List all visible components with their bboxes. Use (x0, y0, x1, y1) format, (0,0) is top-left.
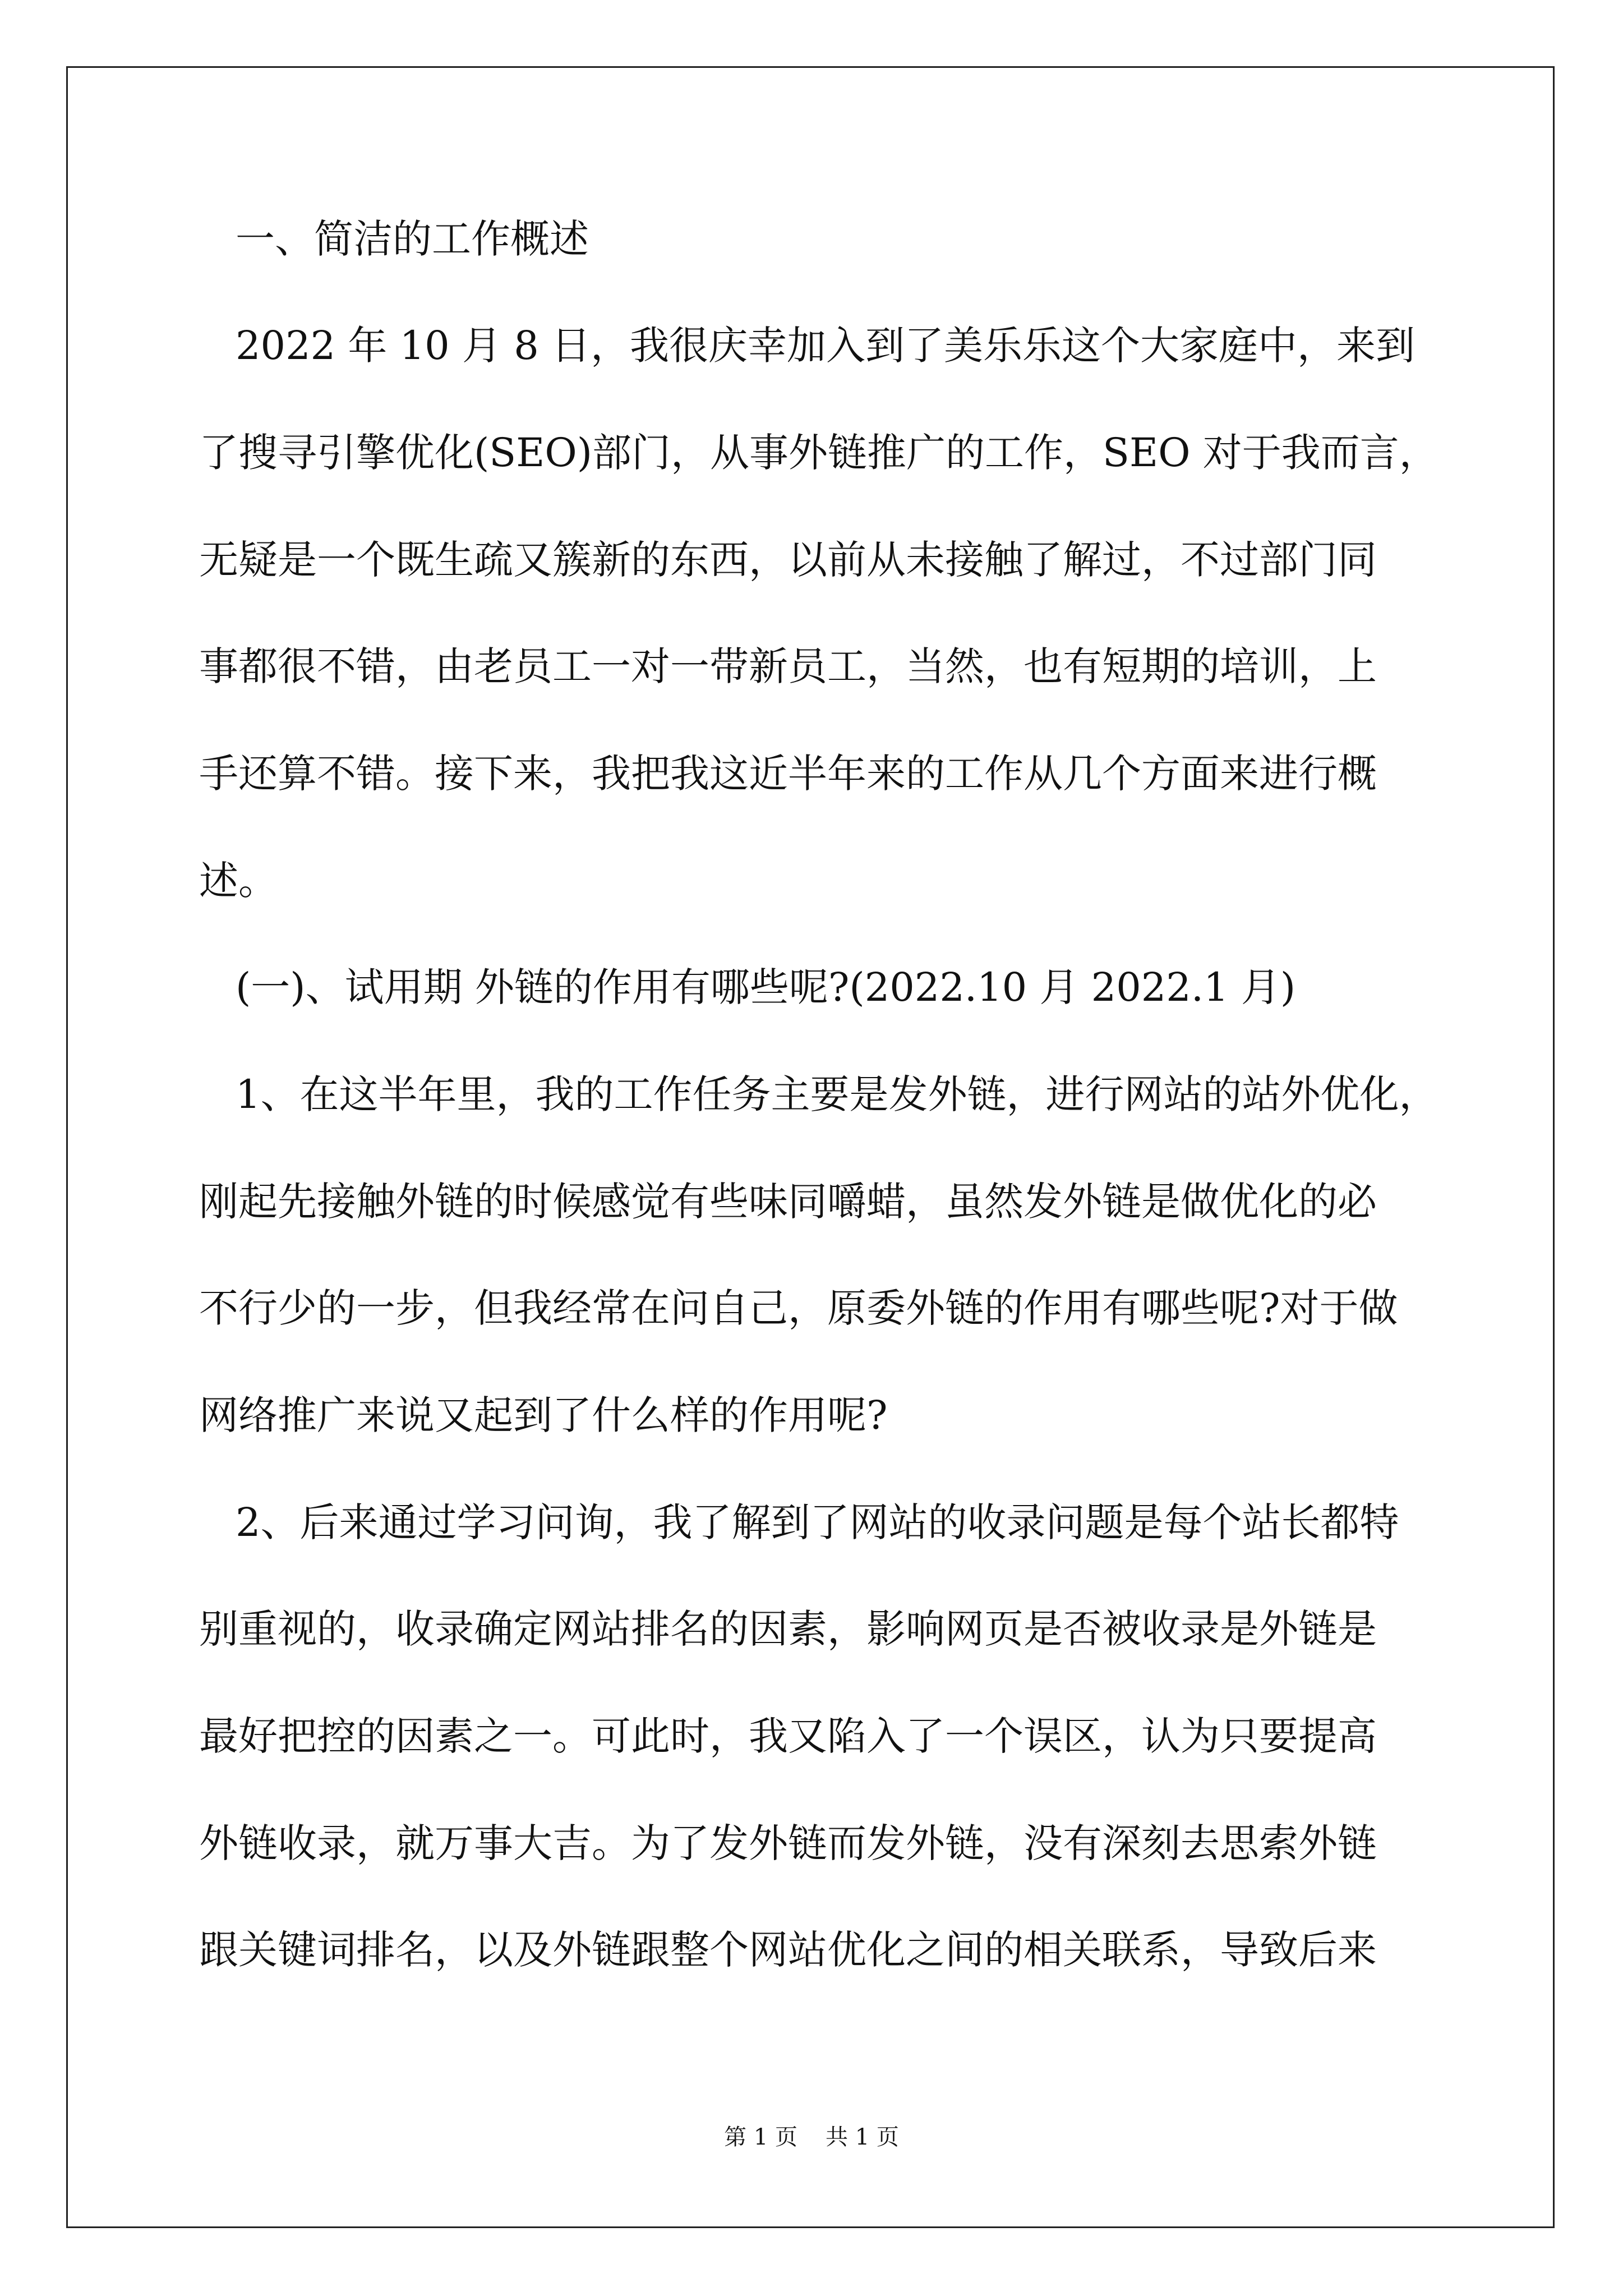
paragraph-line: 事都很不错，由老员工一对一带新员工，当然，也有短期的培训，上 (199, 643, 1377, 689)
paragraph-line: 无疑是一个既生疏又簇新的东西，以前从未接触了解过，不过部门同 (199, 537, 1377, 583)
subsection-heading: (一)、试用期 外链的作用有哪些呢?(2022.10 月 2022.1 月) (236, 964, 1296, 1010)
paragraph-line: 不行少的一步，但我经常在问自己，原委外链的作用有哪些呢?对于做 (199, 1285, 1398, 1331)
page-total: 共 1 页 (826, 2124, 899, 2150)
paragraph-line: 述。 (199, 858, 278, 904)
page-footer (0, 2123, 1623, 2151)
paragraph-line: 外链收录，就万事大吉。为了发外链而发外链，没有深刻去思索外链 (199, 1820, 1377, 1866)
paragraph-line: 刚起先接触外链的时候感觉有些味同嚼蜡，虽然发外链是做优化的必 (199, 1179, 1377, 1225)
paragraph-line: 手还算不错。接下来，我把我这近半年来的工作从几个方面来进行概 (199, 751, 1377, 797)
paragraph-line: 别重视的，收录确定网站排名的因素，影响网页是否被收录是外链是 (199, 1606, 1377, 1652)
paragraph-line: 最好把控的因素之一。可此时，我又陷入了一个误区，认为只要提高 (199, 1713, 1377, 1759)
paragraph-line: 网络推广来说又起到了什么样的作用呢? (199, 1392, 888, 1438)
paragraph-line: 2022 年 10 月 8 日，我很庆幸加入到了美乐乐这个大家庭中，来到 (236, 323, 1415, 369)
paragraph-line: 了搜寻引擎优化(SEO)部门，从事外链推广的工作，SEO 对于我而言， (199, 430, 1438, 476)
section-heading: 一、简洁的工作概述 (236, 216, 589, 262)
page-border (66, 66, 1555, 2228)
paragraph-line: 2、后来通过学习问询，我了解到了网站的收录问题是每个站长都特 (236, 1499, 1399, 1545)
paragraph-line: 1、在这半年里，我的工作任务主要是发外链，进行网站的站外优化， (236, 1071, 1438, 1117)
paragraph-line: 跟关键词排名，以及外链跟整个网站优化之间的相关联系，导致后来 (199, 1927, 1377, 1973)
page-number: 第 1 页 (724, 2124, 797, 2150)
